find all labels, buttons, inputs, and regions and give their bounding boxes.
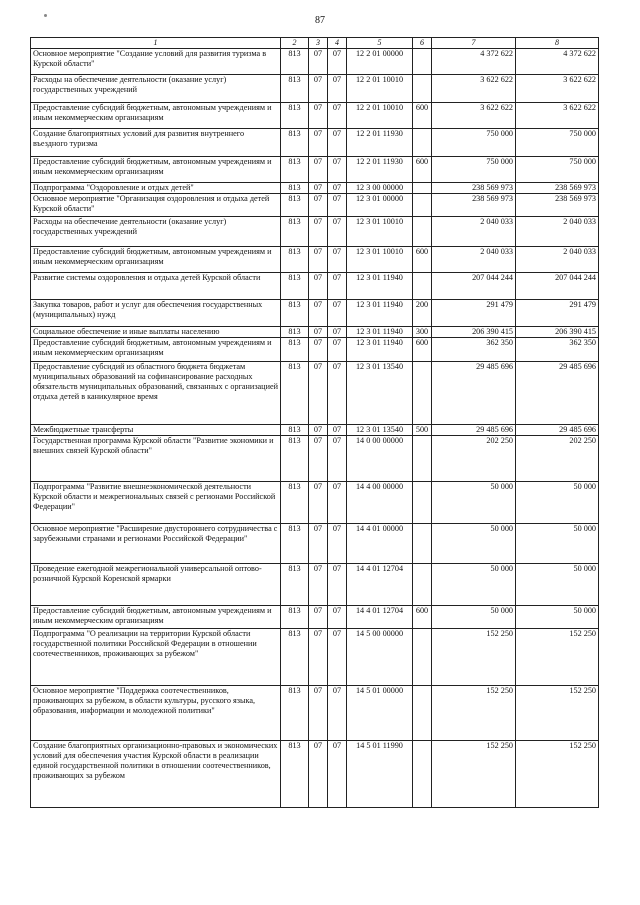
- row-value-cell-c2: 813: [281, 75, 309, 103]
- table-row: [31, 564, 599, 606]
- row-value-cell-c4: 07: [328, 49, 347, 75]
- row-value-cell-c2: 813: [281, 606, 309, 629]
- row-value-cell-c7: 152 250: [432, 686, 516, 741]
- row-value-cell-c8: 50 000: [516, 524, 599, 564]
- row-value-cell-c7: 238 569 973: [432, 183, 516, 194]
- header-cell-4: 4: [328, 38, 347, 49]
- row-value-cell-c4: 07: [328, 436, 347, 482]
- row-value-cell-c4: 07: [328, 273, 347, 300]
- table-row: [31, 436, 599, 482]
- row-value-cell-c8: 152 250: [516, 741, 599, 808]
- row-value-cell-c7: 152 250: [432, 741, 516, 808]
- row-value-cell-c5: 12 3 01 13540: [347, 425, 413, 436]
- row-value-cell-c3: 07: [309, 524, 328, 564]
- table-row: [31, 362, 599, 425]
- row-value-cell-c4: 07: [328, 425, 347, 436]
- row-value-cell-c7: 29 485 696: [432, 362, 516, 425]
- row-value-cell-c2: 813: [281, 482, 309, 524]
- row-name-cell: Предоставление субсидий бюджетным, автономным учреждениям и иным некоммерческим организациям: [31, 247, 281, 273]
- row-value-cell-c4: 07: [328, 327, 347, 338]
- row-value-cell-c4: 07: [328, 338, 347, 362]
- table-row: [31, 686, 599, 741]
- row-value-cell-c8: 750 000: [516, 129, 599, 157]
- row-value-cell-c3: 07: [309, 217, 328, 247]
- row-value-cell-c6: 600: [413, 103, 432, 129]
- row-value-cell-c7: 362 350: [432, 338, 516, 362]
- row-name-cell: Создание благоприятных организационно-правовых и экономических условий для обеспечения участия Курской области в реализации единой государственной политики в отношении соотечественников, проживающих за рубежом: [31, 741, 281, 808]
- row-value-cell-c2: 813: [281, 194, 309, 217]
- row-value-cell-c5: 12 3 01 11940: [347, 338, 413, 362]
- row-value-cell-c6: [413, 129, 432, 157]
- row-value-cell-c7: 152 250: [432, 629, 516, 686]
- table-row: [31, 49, 599, 75]
- header-cell-3: 3: [309, 38, 328, 49]
- row-value-cell-c6: [413, 741, 432, 808]
- row-value-cell-c5: 14 4 01 12704: [347, 564, 413, 606]
- row-value-cell-c3: 07: [309, 194, 328, 217]
- table-row: [31, 75, 599, 103]
- budget-table: [30, 37, 599, 808]
- row-name-cell: Развитие системы оздоровления и отдыха детей Курской области: [31, 273, 281, 300]
- row-value-cell-c5: 12 3 01 11940: [347, 273, 413, 300]
- row-value-cell-c5: 12 3 01 10010: [347, 247, 413, 273]
- row-value-cell-c2: 813: [281, 157, 309, 183]
- row-value-cell-c4: 07: [328, 75, 347, 103]
- row-value-cell-c7: 50 000: [432, 482, 516, 524]
- row-value-cell-c7: 206 390 415: [432, 327, 516, 338]
- table-row: [31, 338, 599, 362]
- row-name-cell: Подпрограмма "Развитие внешнеэкономической деятельности Курской области и межрегиональных связей с регионами Российской Федерации": [31, 482, 281, 524]
- row-value-cell-c7: 3 622 622: [432, 103, 516, 129]
- row-value-cell-c7: 2 040 033: [432, 217, 516, 247]
- row-value-cell-c4: 07: [328, 629, 347, 686]
- header-cell-6: 6: [413, 38, 432, 49]
- row-value-cell-c2: 813: [281, 247, 309, 273]
- row-name-cell: Предоставление субсидий бюджетным, автономным учреждениям и иным некоммерческим организациям: [31, 606, 281, 629]
- row-value-cell-c4: 07: [328, 741, 347, 808]
- row-value-cell-c4: 07: [328, 194, 347, 217]
- row-value-cell-c5: 14 4 01 12704: [347, 606, 413, 629]
- page-number: 87: [315, 15, 325, 26]
- row-value-cell-c6: 600: [413, 606, 432, 629]
- row-value-cell-c7: 50 000: [432, 606, 516, 629]
- row-name-cell: Подпрограмма "О реализации на территории Курской области государственной политики Российской Федерации в отношении соотечественников, проживающих за рубежом": [31, 629, 281, 686]
- row-value-cell-c8: 202 250: [516, 436, 599, 482]
- table-row: [31, 741, 599, 808]
- row-value-cell-c5: 12 3 01 10010: [347, 217, 413, 247]
- row-value-cell-c7: 202 250: [432, 436, 516, 482]
- row-value-cell-c4: 07: [328, 157, 347, 183]
- table-row: [31, 482, 599, 524]
- row-value-cell-c2: 813: [281, 129, 309, 157]
- row-name-cell: Проведение ежегодной межрегиональной универсальной оптово-розничной Курской Коренской ярмарки: [31, 564, 281, 606]
- row-value-cell-c2: 813: [281, 103, 309, 129]
- row-value-cell-c6: [413, 273, 432, 300]
- row-value-cell-c6: [413, 362, 432, 425]
- row-name-cell: Основное мероприятие "Создание условий для развития туризма в Курской области": [31, 49, 281, 75]
- row-name-cell: Создание благоприятных условий для развития внутреннего въездного туризма: [31, 129, 281, 157]
- row-value-cell-c4: 07: [328, 606, 347, 629]
- row-value-cell-c2: 813: [281, 564, 309, 606]
- row-name-cell: Основное мероприятие "Организация оздоровления и отдыха детей Курской области": [31, 194, 281, 217]
- table-row: [31, 300, 599, 327]
- row-value-cell-c5: 14 5 00 00000: [347, 629, 413, 686]
- table-row: [31, 327, 599, 338]
- row-value-cell-c7: 2 040 033: [432, 247, 516, 273]
- row-value-cell-c6: 200: [413, 300, 432, 327]
- row-value-cell-c3: 07: [309, 49, 328, 75]
- table-row: [31, 425, 599, 436]
- row-value-cell-c2: 813: [281, 425, 309, 436]
- row-value-cell-c8: 238 569 973: [516, 194, 599, 217]
- row-value-cell-c7: 750 000: [432, 157, 516, 183]
- row-value-cell-c4: 07: [328, 524, 347, 564]
- row-value-cell-c4: 07: [328, 564, 347, 606]
- row-value-cell-c8: 207 044 244: [516, 273, 599, 300]
- row-value-cell-c8: 50 000: [516, 564, 599, 606]
- row-value-cell-c7: 50 000: [432, 564, 516, 606]
- table-row: [31, 524, 599, 564]
- row-value-cell-c7: 750 000: [432, 129, 516, 157]
- row-value-cell-c8: 152 250: [516, 629, 599, 686]
- header-cell-1: 1: [31, 38, 281, 49]
- row-value-cell-c2: 813: [281, 741, 309, 808]
- row-value-cell-c5: 14 4 00 00000: [347, 482, 413, 524]
- row-value-cell-c4: 07: [328, 183, 347, 194]
- row-value-cell-c6: 600: [413, 157, 432, 183]
- row-value-cell-c3: 07: [309, 425, 328, 436]
- row-value-cell-c2: 813: [281, 362, 309, 425]
- row-value-cell-c7: 207 044 244: [432, 273, 516, 300]
- row-value-cell-c8: 50 000: [516, 606, 599, 629]
- row-value-cell-c3: 07: [309, 362, 328, 425]
- row-value-cell-c6: [413, 482, 432, 524]
- row-value-cell-c5: 12 2 01 10010: [347, 75, 413, 103]
- row-value-cell-c6: [413, 524, 432, 564]
- row-value-cell-c6: 300: [413, 327, 432, 338]
- row-value-cell-c4: 07: [328, 300, 347, 327]
- row-value-cell-c2: 813: [281, 436, 309, 482]
- row-name-cell: Расходы на обеспечение деятельности (оказание услуг) государственных учреждений: [31, 75, 281, 103]
- row-value-cell-c3: 07: [309, 129, 328, 157]
- row-value-cell-c7: 50 000: [432, 524, 516, 564]
- row-value-cell-c7: 291 479: [432, 300, 516, 327]
- table-row: [31, 217, 599, 247]
- row-value-cell-c5: 12 3 01 11940: [347, 300, 413, 327]
- row-value-cell-c7: 3 622 622: [432, 75, 516, 103]
- row-value-cell-c2: 813: [281, 300, 309, 327]
- row-value-cell-c2: 813: [281, 686, 309, 741]
- row-value-cell-c8: 152 250: [516, 686, 599, 741]
- table-row: [31, 273, 599, 300]
- row-value-cell-c8: 206 390 415: [516, 327, 599, 338]
- row-value-cell-c3: 07: [309, 157, 328, 183]
- table-row: [31, 629, 599, 686]
- row-value-cell-c5: 14 4 01 00000: [347, 524, 413, 564]
- row-value-cell-c5: 14 5 01 00000: [347, 686, 413, 741]
- row-value-cell-c5: 12 3 01 11940: [347, 327, 413, 338]
- row-value-cell-c6: [413, 436, 432, 482]
- header-row: [31, 38, 599, 49]
- row-name-cell: Предоставление субсидий бюджетным, автономным учреждениям и иным некоммерческим организациям: [31, 103, 281, 129]
- row-value-cell-c3: 07: [309, 300, 328, 327]
- row-name-cell: Социальное обеспечение и иные выплаты населению: [31, 327, 281, 338]
- row-value-cell-c3: 07: [309, 247, 328, 273]
- row-name-cell: Государственная программа Курской области "Развитие экономики и внешних связей Курской области": [31, 436, 281, 482]
- row-value-cell-c6: 500: [413, 425, 432, 436]
- row-value-cell-c6: [413, 75, 432, 103]
- row-value-cell-c2: 813: [281, 629, 309, 686]
- row-value-cell-c6: [413, 183, 432, 194]
- row-value-cell-c4: 07: [328, 129, 347, 157]
- row-name-cell: Основное мероприятие "Расширение двустороннего сотрудничества с зарубежными странами и регионами Российской Федерации": [31, 524, 281, 564]
- row-value-cell-c6: [413, 49, 432, 75]
- row-value-cell-c5: 12 2 01 11930: [347, 157, 413, 183]
- row-value-cell-c6: [413, 564, 432, 606]
- row-value-cell-c2: 813: [281, 524, 309, 564]
- row-name-cell: Закупка товаров, работ и услуг для обеспечения государственных (муниципальных) нужд: [31, 300, 281, 327]
- row-value-cell-c3: 07: [309, 338, 328, 362]
- header-cell-8: 8: [516, 38, 599, 49]
- row-value-cell-c5: 12 3 01 00000: [347, 194, 413, 217]
- header-cell-5: 5: [347, 38, 413, 49]
- row-value-cell-c2: 813: [281, 217, 309, 247]
- row-value-cell-c3: 07: [309, 75, 328, 103]
- row-value-cell-c5: 14 0 00 00000: [347, 436, 413, 482]
- table-row: [31, 247, 599, 273]
- row-value-cell-c5: 14 5 01 11990: [347, 741, 413, 808]
- header-cell-2: 2: [281, 38, 309, 49]
- row-value-cell-c6: [413, 686, 432, 741]
- row-value-cell-c3: 07: [309, 103, 328, 129]
- row-value-cell-c8: 29 485 696: [516, 425, 599, 436]
- row-value-cell-c2: 813: [281, 338, 309, 362]
- row-value-cell-c8: 2 040 033: [516, 247, 599, 273]
- row-value-cell-c4: 07: [328, 482, 347, 524]
- row-name-cell: Предоставление субсидий бюджетным, автономным учреждениям и иным некоммерческим организациям: [31, 157, 281, 183]
- row-value-cell-c5: 12 2 01 00000: [347, 49, 413, 75]
- row-value-cell-c3: 07: [309, 482, 328, 524]
- row-value-cell-c2: 813: [281, 49, 309, 75]
- row-value-cell-c4: 07: [328, 217, 347, 247]
- row-value-cell-c3: 07: [309, 741, 328, 808]
- row-value-cell-c5: 12 3 00 00000: [347, 183, 413, 194]
- row-value-cell-c8: 2 040 033: [516, 217, 599, 247]
- row-value-cell-c4: 07: [328, 686, 347, 741]
- table-row: [31, 129, 599, 157]
- table-row: [31, 183, 599, 194]
- row-value-cell-c7: 238 569 973: [432, 194, 516, 217]
- row-value-cell-c8: 3 622 622: [516, 75, 599, 103]
- row-value-cell-c8: 362 350: [516, 338, 599, 362]
- row-value-cell-c8: 29 485 696: [516, 362, 599, 425]
- row-value-cell-c8: 291 479: [516, 300, 599, 327]
- row-value-cell-c8: 3 622 622: [516, 103, 599, 129]
- row-value-cell-c3: 07: [309, 183, 328, 194]
- row-value-cell-c2: 813: [281, 327, 309, 338]
- row-name-cell: Межбюджетные трансферты: [31, 425, 281, 436]
- row-value-cell-c6: 600: [413, 247, 432, 273]
- row-value-cell-c5: 12 2 01 11930: [347, 129, 413, 157]
- row-value-cell-c3: 07: [309, 629, 328, 686]
- table-row: [31, 606, 599, 629]
- row-value-cell-c5: 12 3 01 13540: [347, 362, 413, 425]
- row-value-cell-c8: 50 000: [516, 482, 599, 524]
- row-value-cell-c8: 750 000: [516, 157, 599, 183]
- table-row: [31, 157, 599, 183]
- row-value-cell-c4: 07: [328, 362, 347, 425]
- row-value-cell-c2: 813: [281, 273, 309, 300]
- row-name-cell: Основное мероприятие "Поддержка соотечественников, проживающих за рубежом, в области культуры, русского языка, образования, информации и молодежной политики": [31, 686, 281, 741]
- row-value-cell-c3: 07: [309, 327, 328, 338]
- table-row: [31, 103, 599, 129]
- row-value-cell-c3: 07: [309, 606, 328, 629]
- row-value-cell-c8: 238 569 973: [516, 183, 599, 194]
- row-name-cell: Предоставление субсидий из областного бюджета бюджетам муниципальных образований на софинансирование расходных обязательств муниципальных образований, связанных с организацией отдыха детей в каникулярное время: [31, 362, 281, 425]
- row-value-cell-c2: 813: [281, 183, 309, 194]
- header-cell-7: 7: [432, 38, 516, 49]
- row-name-cell: Предоставление субсидий бюджетным, автономным учреждениям и иным некоммерческим организациям: [31, 338, 281, 362]
- row-name-cell: Подпрограмма "Оздоровление и отдых детей": [31, 183, 281, 194]
- row-name-cell: Расходы на обеспечение деятельности (оказание услуг) государственных учреждений: [31, 217, 281, 247]
- row-value-cell-c6: 600: [413, 338, 432, 362]
- row-value-cell-c5: 12 2 01 10010: [347, 103, 413, 129]
- row-value-cell-c3: 07: [309, 273, 328, 300]
- row-value-cell-c6: [413, 217, 432, 247]
- row-value-cell-c3: 07: [309, 564, 328, 606]
- row-value-cell-c4: 07: [328, 247, 347, 273]
- row-value-cell-c3: 07: [309, 436, 328, 482]
- table-row: [31, 194, 599, 217]
- row-value-cell-c7: 29 485 696: [432, 425, 516, 436]
- row-value-cell-c6: [413, 194, 432, 217]
- row-value-cell-c3: 07: [309, 686, 328, 741]
- row-value-cell-c6: [413, 629, 432, 686]
- row-value-cell-c8: 4 372 622: [516, 49, 599, 75]
- row-value-cell-c4: 07: [328, 103, 347, 129]
- row-value-cell-c7: 4 372 622: [432, 49, 516, 75]
